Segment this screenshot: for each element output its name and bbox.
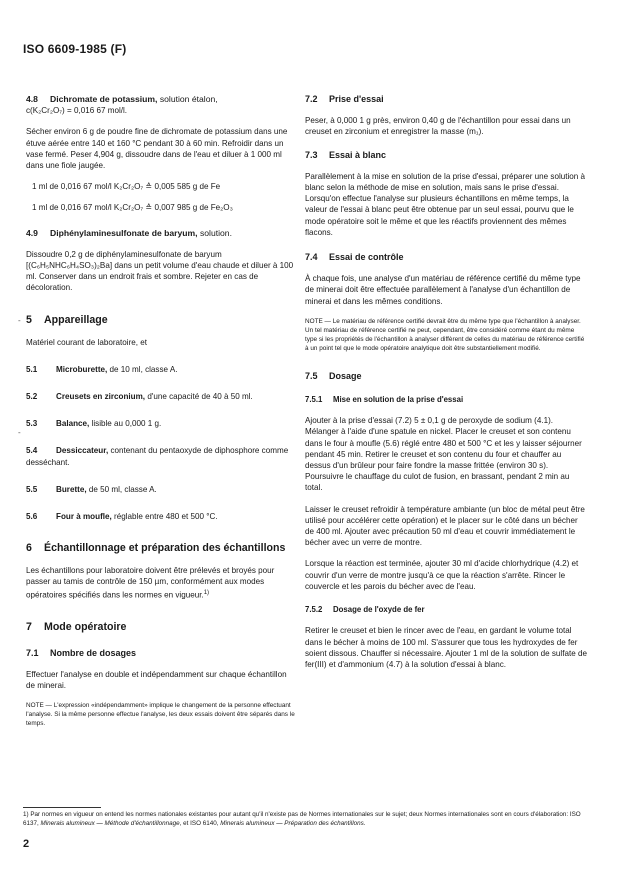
section-6-paragraph: Les échantillons pour laboratoire doivent être prélevés et broyés pour passer au tamis de contrôle de 150 µm, conformément aux modes opératoires spécifiés dans les normes en vigueur.$^{1)}$	[26, 566, 275, 600]
right-column	[305, 94, 587, 670]
page-number: 2	[23, 838, 30, 850]
footnote-rule	[23, 807, 101, 808]
section-7-1-paragraph: Effectuer l'analyse en double et indépendamment sur chaque échantillon de minerai.	[26, 669, 287, 690]
item-5-2: 5.2 Creusets en zirconium, d'une capacité de 40 à 50 ml.	[26, 392, 253, 402]
item-5-3: 5.3 Balance, lisible au 0,000 1 g.	[26, 419, 162, 429]
section-4-8-heading: 4.8 Dichromate de potassium, solution étalon,	[26, 94, 218, 104]
left-column	[26, 94, 296, 728]
section-7-5-1-paragraph-2: Laisser le creuset refroidir à température ambiante (un bloc de métal peut être utilisé pour accélérer cette opération) et le placer sur le côté dans un bécher de 400 ml. Ajouter avec précaution 50 ml d'eau et couvrir immédiatement le bécher avec un verre de montre.	[305, 504, 585, 548]
section-7-4-note: NOTE — Le matériau de référence certifié devrait être du même type que l'échantillon à analyser. Un tel matériau de référence certifié ne peut, cependant, être considéré comme étant du même type si les propriétés de l'échantillon à analyser diffèrent de celles du matériau de référence certifié à un point tel que le mode opératoire analytique doit être substantiellement modifié.	[305, 317, 585, 352]
section-7-2-heading: 7.2 Prise d'essai	[305, 94, 384, 104]
section-5-intro: Matériel courant de laboratoire, et	[26, 337, 148, 347]
section-5-heading: 5 Appareillage	[26, 313, 108, 326]
section-7-1-note: NOTE — L'expression «indépendamment» implique le changement de la personne effectuant l'analyse. Si la même personne effectue l'analyse, les deux essais doivent être séparés dans le temps.	[26, 702, 295, 728]
section-7-5-1-heading: 7.5.1 Mise en solution de la prise d'essai	[305, 395, 464, 405]
section-7-5-1-paragraph-1: Ajouter à la prise d'essai (7.2) 5 ± 0,1 g de peroxyde de sodium (4.1). Mélanger à l'aide d'une spatule en nickel. Placer le creuset et son contenu dans le four à moufle (5.6) réglé entre 480 et 500 °C et les y laisser séjourner pendant 45 min. Retirer le creuset et son contenu du four et chauffer au dessus d'un brûleur pour faire fondre la masse frittée (environ 30 s). Poursuivre le chauffage du culot de fusion, en brassant, pendant 2 min au total.	[305, 416, 582, 493]
section-7-1-heading: 7.1 Nombre de dosages	[26, 647, 137, 658]
section-4-8-formula: c(K₂Cr₂O₇) = 0,016 67 mol/l.	[26, 106, 128, 116]
section-7-3-paragraph: Parallèlement à la mise en solution de la prise d'essai, préparer une solution à blanc selon la méthode de mise en solution, mais sans le prise d'essai. Lorsqu'on effectue l'analyse sur plusieurs échantillons en même temps, la valeur de l'essai à blanc peut être obtenue par un seul essai, pourvu que le mode opératoire soit le même et que les réactifs proviennent des mêmes flacons.	[305, 171, 586, 237]
section-7-3-heading: 7.3 Essai à blanc	[305, 149, 387, 160]
item-5-4: 5.4 Dessiccateur, contenant du pentaoxyde de diphosphore comme desséchant.	[26, 446, 289, 467]
section-4-9-heading: 4.9 Diphénylaminesulfonate de baryum, solution.	[26, 227, 232, 238]
item-5-6: 5.6 Four à moufle, réglable entre 480 et 500 °C.	[26, 512, 218, 522]
section-4-9-paragraph: Dissoudre 0,2 g de diphénylaminesulfonate de baryum [(C₆H₅NHC₆H₄SO₃)₂Ba] dans un petit volume d'eau chaude et diluer à 100 ml. Conserver dans un endroit frais et sombre. Rejeter en cas de décoloration.	[26, 249, 294, 293]
margin-mark: -	[18, 316, 21, 325]
equivalence-fe2o3: 1 ml de 0,016 67 mol/l K₂Cr₂O₇ ≙ 0,007 985 g de Fe₂O₃	[32, 203, 233, 213]
section-4-8-paragraph: Sécher environ 6 g de poudre fine de dichromate de potassium dans une étuve aérée entre 140 et 160 °C pendant 30 à 60 min. Refroidir dans un vase fermé. Peser 4,904 g, dissoudre dans de l'eau et diluer à 1 000 ml dans une fiole jaugée.	[26, 127, 288, 171]
section-7-4-heading: 7.4 Essai de contrôle	[305, 252, 404, 263]
section-7-5-2-paragraph: Retirer le creuset et bien le rincer avec de l'eau, en gardant le volume total dans le bécher à moins de 100 ml. S'assurer que tous les hydroxydes de fer soient dissous. Chauffer si nécessaire. Ajouter 1 ml de la solution de sulfate de fer(III) et d'ammonium (4.7) à la solution d'essai à blanc.	[305, 626, 587, 669]
section-7-2-paragraph: Peser, à 0,000 1 g près, environ 0,40 g de l'échantillon pour essai dans un creuset en zirconium et enregistrer la masse (m₁).	[305, 116, 571, 137]
section-7-4-paragraph: À chaque fois, une analyse d'un matériau de référence certifié du même type de minerai doit être effectuée parallèlement à l'analyse d'un échantillon de minerai et dans les mêmes conditions.	[305, 274, 581, 306]
footnote: 1) Par normes en vigueur on entend les normes nationales existantes pour autant qu'il n'existe pas de Normes internationales sur le sujet; deux Normes internationales sont en cours d'élaboration: ISO 6137, Minerais alumineux — Méthode d'échantillonnage, et ISO 6140, Minerais alumineux — Préparation des échantillons.	[23, 811, 581, 827]
document-header: ISO 6609-1985 (F)	[23, 42, 127, 56]
section-6-heading: 6 Échantillonnage et préparation des échantillons	[26, 542, 286, 555]
equivalence-fe: 1 ml de 0,016 67 mol/l K₂Cr₂O₇ ≙ 0,005 585 g de Fe	[32, 182, 221, 192]
section-7-5-2-heading: 7.5.2 Dosage de l'oxyde de fer	[305, 605, 425, 615]
section-7-5-heading: 7.5 Dosage	[305, 370, 362, 381]
section-7-heading: 7 Mode opératoire	[26, 620, 127, 633]
margin-mark: -	[18, 428, 21, 437]
item-5-1: 5.1 Microburette, de 10 ml, classe A.	[26, 364, 178, 374]
section-7-5-1-paragraph-3: Lorsque la réaction est terminée, ajouter 30 ml d'acide chlorhydrique (4.2) et couvrir d'un verre de montre jusqu'à ce que la réaction s'arrête. Rincer le couvercle et les parois du bécher avec de l'eau.	[305, 559, 579, 591]
item-5-5: 5.5 Burette, de 50 ml, classe A.	[26, 484, 157, 494]
